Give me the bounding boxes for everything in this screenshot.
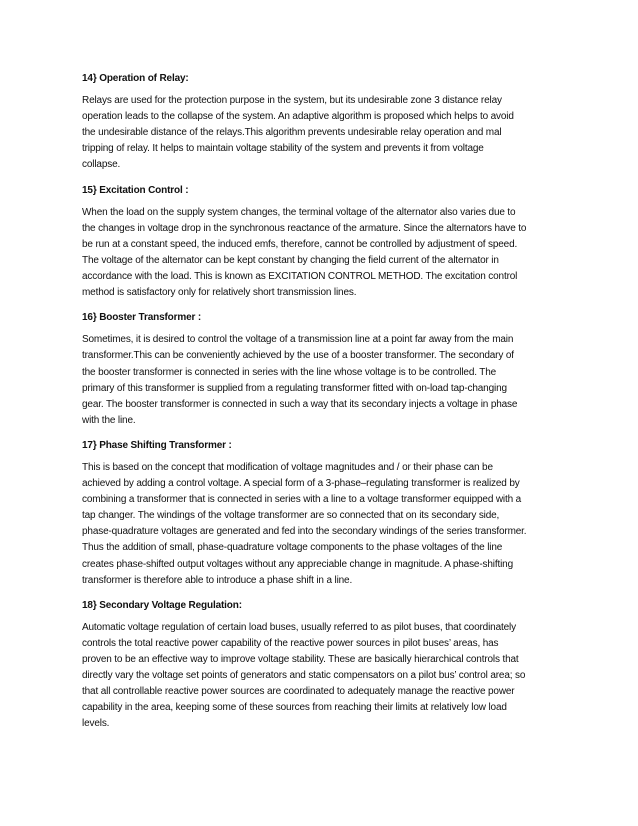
section-body-secondary-voltage-regulation (82, 620, 568, 733)
section-body-booster-transformer (82, 332, 568, 429)
section-body-operation-of-relay (82, 93, 568, 173)
body-line: accordance with the load. This is known as EXCITATION CONTROL METHOD. The excitation control (82, 271, 518, 283)
body-line: Automatic voltage regulation of certain load buses, usually referred to as pilot buses, that coordinately (82, 621, 516, 633)
body-line: tap changer. The windings of the voltage transformer are so connected that on its secondary side, (82, 510, 500, 522)
section-body-phase-shifting-transformer (82, 460, 568, 589)
section-heading-phase-shifting-transformer: 17} Phase Shifting Transformer : (82, 439, 232, 451)
body-line: creates phase-shifted output voltages without any appreciable change in magnitude. A phase-shifting (82, 558, 514, 570)
body-line: method is satisfactory only for relatively short transmission lines. (82, 287, 357, 299)
section-heading-secondary-voltage-regulation: 18} Secondary Voltage Regulation: (82, 599, 242, 611)
body-line: with the line. (82, 414, 136, 426)
body-line: combining a transformer that is connected in series with a line to a voltage transformer equipped with a (82, 494, 522, 506)
body-line: tripping of relay. It helps to maintain voltage stability of the system and prevents it from voltage (82, 143, 484, 155)
body-line: the changes in voltage drop in the synchronous reactance of the armature. Since the alternators have to (82, 222, 527, 234)
section-body-excitation-control (82, 205, 568, 302)
body-line: operation leads to the collapse of the system. An adaptive algorithm is proposed which helps to avoid (82, 111, 514, 123)
document-page (82, 64, 568, 735)
body-line: transformer is therefore able to introduce a phase shift in a line. (82, 574, 353, 586)
body-line: the undesirable distance of the relays.This algorithm prevents undesirable relay operation and mal (82, 127, 502, 139)
body-line: Thus the addition of small, phase-quadrature voltage components to the phase voltages of the line (82, 542, 503, 554)
body-line: that all controllable reactive power sources are coordinated to adequately manage the reactive power (82, 686, 515, 698)
section-heading-excitation-control: 15} Excitation Control : (82, 184, 189, 196)
body-line: transformer.This can be conveniently achieved by the use of a booster transformer. The secondary of (82, 350, 514, 362)
body-line: When the load on the supply system changes, the terminal voltage of the alternator also varies due to (82, 206, 516, 218)
body-line: Relays are used for the protection purpose in the system, but its undesirable zone 3 distance relay (82, 95, 502, 107)
body-line: the booster transformer is connected in series with the line whose voltage is to be controlled. The (82, 366, 497, 378)
body-line: collapse. (82, 159, 121, 171)
section-heading-operation-of-relay: 14} Operation of Relay: (82, 73, 189, 84)
body-line: Sometimes, it is desired to control the voltage of a transmission line at a point far away from the main (82, 334, 514, 346)
body-line: levels. (82, 718, 110, 730)
body-line: capability in the area, keeping some of these sources from reaching their limits at relatively low load (82, 702, 507, 714)
body-line: be run at a constant speed, the induced emfs, therefore, cannot be controlled by adjustment of speed. (82, 238, 518, 250)
body-line: achieved by adding a control voltage. A special form of a 3-phase–regulating transformer is realized by (82, 478, 520, 490)
body-line: directly vary the voltage set points of generators and static compensators on a pilot bus’ control area; so (82, 670, 526, 682)
body-line: proven to be an effective way to improve voltage stability. These are basically hierarchical controls that (82, 654, 519, 665)
section-heading-booster-transformer: 16} Booster Transformer : (82, 312, 202, 324)
body-line: controls the total reactive power capability of the reactive power sources in pilot buses’ areas, has (82, 637, 499, 649)
body-line: This is based on the concept that modification of voltage magnitudes and / or their phase can be (82, 461, 493, 473)
body-line: gear. The booster transformer is connected in such a way that its secondary injects a voltage in phase (82, 398, 518, 410)
body-line: primary of this transformer is supplied from a regulating transformer fitted with on-load tap-changing (82, 382, 507, 394)
body-line: phase-quadrature voltages are generated and fed into the secondary windings of the series transformer. (82, 526, 527, 538)
body-line: The voltage of the alternator can be kept constant by changing the field current of the alternator in (82, 254, 499, 266)
